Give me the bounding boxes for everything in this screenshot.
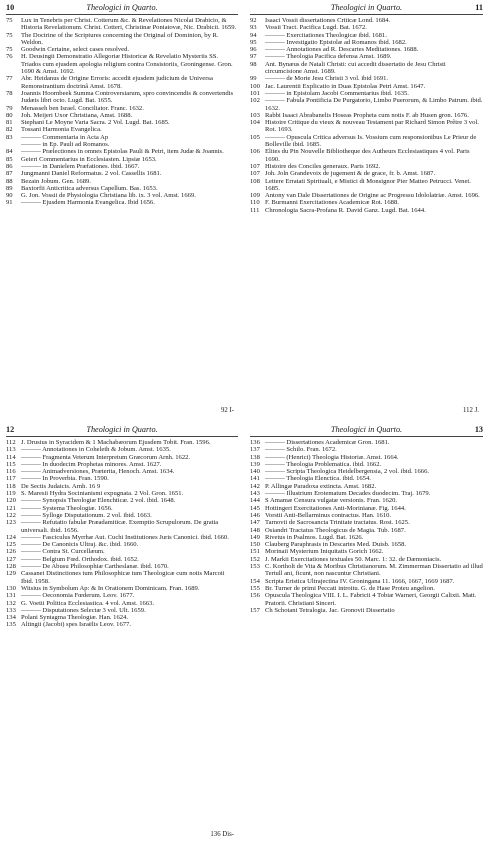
page-header	[6, 424, 238, 437]
catalogue-entry	[250, 585, 483, 592]
entry-number: 128	[6, 563, 16, 571]
catalogue-entry	[6, 185, 238, 192]
catalogue-entry	[6, 32, 238, 47]
entry-text: ——— Schilo. Fran. 1672.	[265, 446, 337, 454]
entry-number: 124	[6, 533, 16, 541]
catalogue-entry	[6, 126, 238, 133]
entry-text: Rabbi Isaaci Abrabanelis Hoseas Propheta cum notis F. ab Husen gron. 1676.	[265, 111, 469, 119]
entry-number: 150	[250, 541, 260, 549]
entry-text: G. Voetii Politica Ecclesiastica. 4 vol. Amst. 1663.	[21, 599, 155, 607]
catalogue-entry	[250, 563, 483, 578]
entry-text: ——— Animadversiones, Præterita, Henoch. Amst. 1634.	[21, 468, 175, 476]
entry-text: ——— in Epistolam Jacobi Commentarius ibid. 1635.	[265, 89, 409, 97]
catalogue-entry	[6, 519, 238, 534]
catalogue-entry	[250, 446, 483, 453]
entry-number: 133	[6, 606, 16, 614]
entry-number: 92	[250, 17, 257, 24]
catalogue-entry	[250, 607, 483, 614]
catalogue-entry	[6, 592, 238, 599]
catalogue-entry	[250, 112, 483, 119]
entry-text: Witsius in Symbolum Ap: & In Orationem Dominicam. Fran. 1689.	[21, 584, 200, 592]
entry-number: 125	[6, 541, 16, 549]
page-11	[246, 2, 487, 418]
entry-text: ——— Prælectiones in omnes Epistolas Pauli & Petri, item Judæ & Joannis.	[21, 148, 224, 156]
catalogue-entry	[250, 199, 483, 206]
entry-text: ——— Theologia Problematica. ibid. 1662.	[265, 460, 382, 468]
page-number: 12	[6, 425, 15, 434]
catalogue-entry	[6, 497, 238, 504]
entry-text: Chronologia Sacra-Profana R. David Ganz. Lugd. Bat. 1644.	[265, 206, 426, 214]
entry-number: 81	[6, 119, 13, 127]
page-number: 11	[475, 3, 483, 12]
catalogue-entry	[250, 148, 483, 163]
running-title: Theologici in Quarto.	[86, 3, 158, 12]
entry-text: ——— Fabula Pontificia De Purgatorio, Limbo Puerorum, & Limbo Patrum. ibid. 1632.	[265, 97, 483, 112]
entry-number: 85	[6, 155, 13, 163]
catalogue-entry	[6, 75, 238, 90]
entry-number: 80	[6, 111, 13, 119]
entry-text: ——— De Canonicis Ultraj. &c. ibid. 1660.	[21, 541, 139, 549]
catalogue-entry	[250, 90, 483, 97]
catalogue-entry	[6, 483, 238, 490]
catalogue-entry	[250, 53, 483, 60]
catalogue-entry	[250, 207, 483, 214]
entry-number: 89	[6, 184, 13, 192]
entry-text: J. Markii Exercitationes textuales 50. Marc. 1: 32. de Dæmoniacis.	[265, 555, 442, 563]
catalogue-entry	[250, 454, 483, 461]
entry-number: 111	[250, 206, 260, 214]
entry-text: G. Jon. Vossii de Physiologia Christiana lib. ix. 3 vol. Amst. 1669.	[21, 192, 196, 200]
page-number: 10	[6, 3, 15, 12]
entry-text: ——— Annotationes ad R. Descartes Meditationes. 1688.	[265, 46, 419, 54]
entry-number: 95	[250, 38, 257, 46]
page-13	[246, 424, 487, 842]
catalogue-entry	[6, 541, 238, 548]
entry-text: S. Maresii Hydra Socinianismi expugnata. 2 Vol. Gron. 1651.	[21, 490, 184, 498]
entry-number: 154	[250, 577, 260, 585]
entry-number: 134	[6, 614, 16, 622]
catalogue-entry	[250, 505, 483, 512]
entry-number: 127	[6, 555, 16, 563]
entry-number: 143	[250, 490, 260, 498]
entry-number: 141	[250, 475, 260, 483]
entry-text: ——— Theologia Elenctica. ibid. 1654.	[265, 475, 371, 483]
entry-text: ——— In duodecim Prophetas minores. Amst. 1627.	[21, 460, 162, 468]
catalogue-entry	[6, 134, 238, 141]
entry-number: 108	[250, 177, 260, 185]
entry-number: 88	[6, 177, 13, 185]
catalogue-entry	[6, 163, 238, 170]
running-title: Theologici in Quarto.	[330, 425, 403, 434]
catalogue-entry	[250, 541, 483, 548]
entry-number: 83	[6, 133, 13, 141]
entry-text: P. Allingæ Paradoxa extincta. Amst. 1682.	[265, 482, 377, 490]
entry-text: C. Kortholt de Vita & Moribus Christianorum. M. Zimmerman Dissertatio ad illud Tertull ani, ficunt, non nascuntur Christiani.	[265, 563, 483, 578]
running-title: Theologici in Quarto.	[86, 425, 158, 434]
catalogue-entry	[6, 454, 238, 461]
entry-text: Ch Schotani Tetralogia. Jac. Gronovii Dissertatio	[265, 606, 395, 614]
entry-number: 157	[250, 606, 260, 614]
entry-number: 145	[250, 504, 260, 512]
catalogue-entry	[6, 192, 238, 199]
catalogue-entry	[6, 534, 238, 541]
entry-number: 120	[6, 497, 16, 505]
catalogue-entry	[6, 90, 238, 105]
entry-number: 118	[6, 482, 16, 490]
catalogue-entry	[250, 556, 483, 563]
catalogue-entry	[250, 490, 483, 497]
catalogue-entry	[6, 570, 238, 585]
entry-text: Antony van Dale Dissertationes de Origine ac Progressu Idololatriæ. Amst. 1696.	[265, 192, 480, 200]
entry-text: Vorstii Anti-Bellarminus contractus. Han. 1610.	[265, 511, 392, 519]
entry-text: Rivetus in Psalmos. Lugd. Bat. 1626.	[265, 533, 364, 541]
entry-number: 100	[250, 82, 260, 90]
entry-number: 146	[250, 511, 260, 519]
entry-text: Osiandri Tractatus Theologicus de Magia. Tub. 1687.	[265, 526, 406, 534]
catalogue-entry	[250, 192, 483, 199]
entry-text: ——— Contra St. Curcellæum.	[21, 548, 105, 556]
catalogue-entry	[250, 534, 483, 541]
entry-text: Tossani Harmonia Evangelica.	[21, 126, 102, 134]
catalogue-entry	[6, 468, 238, 475]
entry-text: De Sectis Judaicis. Arnh. 16 9	[21, 482, 101, 490]
entry-number: 84	[6, 148, 13, 156]
entry-text: Joh. Meijeri Uxor Christiana, Amst. 1688.	[21, 111, 133, 119]
entry-list	[2, 439, 242, 629]
entry-text: The Doctrine of the Scriptures concerning the Original of Dominion, by R. Weldon.	[21, 31, 219, 46]
entry-text: Lux in Tenebris per Christ. Cotterum &c. & Revelationes Nicolai Drabicio, & Historia Revelationum. Christ. Cotteri, Christinæ Poniatovæ, Nic. Drabicii. 1659.	[21, 17, 237, 32]
catalogue-entry	[250, 46, 483, 53]
catalogue-entry	[6, 548, 238, 555]
entry-number: 87	[6, 170, 13, 178]
page-header	[250, 424, 483, 437]
entry-text: Bezain Jobum. Gen. 1689.	[21, 177, 91, 185]
catalogue-entry	[250, 17, 483, 24]
entry-text: Clauberg Paraphrasis in Descartes Med. Duisb. 1658.	[265, 541, 407, 549]
entry-text: ——— de Morte Jesu Christi 3 vol. ibid 1691.	[265, 75, 389, 83]
entry-number: 101	[250, 89, 260, 97]
entry-number: 76	[6, 53, 13, 61]
entry-number: 142	[250, 482, 260, 490]
catalogue-entry	[250, 468, 483, 475]
catalogue-entry	[6, 53, 238, 75]
entry-list	[246, 439, 487, 614]
entry-number: 148	[250, 526, 260, 534]
entry-text: H. Deusingii Demonstratio Allegoriæ Historicæ & Revelatio Mysteriis SS. Triados cum ejusdem apologia religium contra Consistoriis, Groningense. Gron. 1690 & Amst. 1692.	[21, 53, 233, 76]
entry-number: 132	[6, 599, 16, 607]
entry-text: Polani Syntagma Theologiæ. Han. 1624.	[21, 614, 129, 622]
entry-text: ——— Dissertationes Academicæ Gron. 1681.	[265, 439, 390, 446]
entry-number: 107	[250, 170, 260, 178]
entry-text: ——— Systema Theologiæ. 1656.	[21, 504, 113, 512]
entry-text: ——— Sylloge Disputationum. 2 vol. ibid. 1663.	[21, 511, 152, 519]
entry-text: Opuscula Theologica VIII. I. L. Fabricii 4 Tobiæ Warneri, Georgii Calixti. Matt. Pratorii. Christiani Sinceri.	[265, 592, 477, 607]
catalogue-entry	[250, 178, 483, 193]
entry-text: ——— Illustrium Erotematum Decades duodecim. Traj. 1679.	[265, 490, 431, 498]
catalogue-entry	[250, 461, 483, 468]
entry-number: 91	[6, 199, 13, 207]
entry-number: 131	[6, 592, 16, 600]
entry-number: 144	[250, 497, 260, 505]
entry-number: 149	[250, 533, 260, 541]
entry-text: S Amamæ Censura vulgatæ versionis. Fran. 1620.	[265, 497, 398, 505]
catalogue-entry	[250, 39, 483, 46]
entry-text: Joh. Joln Grandevoix de jugement & de grace, fr. b. Amst. 1687.	[265, 170, 436, 178]
entry-text: ——— Belgium Fœd. Orthodox. ibid. 1652.	[21, 555, 139, 563]
entry-number: 115	[6, 460, 16, 468]
entry-number: 102	[250, 97, 260, 105]
entry-number: 151	[250, 548, 260, 556]
entry-number: 97	[250, 53, 257, 61]
entry-number: 90	[6, 192, 13, 200]
entry-number: 147	[250, 519, 260, 527]
catalogue-entry	[250, 592, 483, 607]
entry-number: 94	[250, 31, 257, 39]
entry-number: 93	[250, 24, 257, 32]
entry-number: 119	[6, 490, 16, 498]
catalogue-entry	[250, 134, 483, 149]
entry-text: ——— De Abusu Philosophiæ Cartheslanæ. ibid. 1670.	[21, 563, 169, 571]
entry-number: 77	[6, 75, 13, 83]
entry-number: 122	[6, 511, 16, 519]
entry-text: Ant. Bynæus de Natali Christi: cui accedit dissertatio de Jesu Christi circumcisione Amst. 1689.	[265, 60, 446, 76]
entry-number: 75	[6, 46, 13, 54]
entry-text: Hottingeri Exercitationes Anti-Morinianæ. Fig. 1644.	[265, 504, 406, 512]
entry-text: Altingii (Jacobi) spes Israëlis Leov. 1677.	[21, 621, 131, 629]
page-12	[2, 424, 242, 842]
entry-text: Geieri Commentarius in Ecclesiasten. Lipsiæ 1653.	[21, 155, 157, 163]
entry-number: 152	[250, 555, 260, 563]
catalogue-entry	[6, 475, 238, 482]
entry-text: Isaaci Vossii dissertationes Criticæ Lond. 1684.	[265, 17, 391, 24]
entry-number: 113	[6, 446, 16, 454]
entry-text: ——— Scripta Theologica Heidelbergensia, 2 vol. ibid. 1666.	[265, 468, 430, 476]
page-header	[250, 2, 483, 15]
entry-number: 109	[250, 192, 260, 200]
entry-list	[246, 17, 487, 214]
entry-text: F. Burmanni Exercitationes Academicæ Rot. 1688.	[265, 199, 399, 207]
catchword: 92 I-	[220, 407, 234, 414]
entry-number: 138	[250, 453, 260, 461]
entry-number: 75	[6, 17, 13, 24]
catalogue-entry	[250, 548, 483, 555]
entry-number: 105	[250, 133, 260, 141]
entry-text: Menasseh ben Israel. Conciliator. Franc. 1632.	[21, 104, 144, 112]
catalogue-entry	[250, 439, 483, 446]
catalogue-entry	[6, 17, 238, 32]
entry-text: Lettere Erratati Spirituali, e Mistici di Monsignor Pier Matteo Petrucci. Venet. 1685.	[265, 177, 471, 192]
catalogue-entry	[250, 512, 483, 519]
catalogue-entry	[250, 578, 483, 585]
catalogue-entry	[6, 556, 238, 563]
entry-number: 135	[6, 621, 16, 629]
entry-text: ——— Opuscula Critica adversus Is. Vossium cum responsionibus Le Prieur de Bolleville ibid. 1685.	[265, 133, 477, 149]
entry-text: ——— In Proverbia. Fran. 1590.	[21, 475, 109, 483]
entry-text: Histoire Critique du vieux & nouveau Testament par Richard Simon Prêtre 3 vol. Rot. 1693.	[265, 119, 479, 134]
catalogue-entry	[6, 439, 238, 446]
catalogue-entry	[6, 490, 238, 497]
entry-text: ——— Oeconomia Fœderum. Leov. 1677.	[21, 592, 135, 600]
catalogue-entry	[250, 75, 483, 82]
entry-number: 155	[250, 584, 260, 592]
catalogue-entry	[6, 614, 238, 621]
entry-number: 106	[250, 148, 260, 156]
catalogue-entry	[6, 119, 238, 126]
catalogue-entry	[250, 83, 483, 90]
entry-number: 104	[250, 119, 260, 127]
catalogue-entry	[6, 446, 238, 453]
entry-number: 140	[250, 468, 260, 476]
entry-number: 78	[6, 89, 13, 97]
page-header	[6, 2, 238, 15]
entry-text: ——— Exercitationes Theologicæ ibid. 1681.	[265, 31, 387, 39]
entry-number: 75	[6, 31, 13, 39]
entry-text: Tarnovii de Sacrosancta Trinitate tractatus. Rost. 1625.	[265, 519, 410, 527]
catalogue-entry	[250, 483, 483, 490]
catalogue-entry	[6, 112, 238, 119]
catalogue-entry	[6, 621, 238, 628]
entry-text: ——— in Danielem Præfationes. ibid. 1667.	[21, 162, 140, 170]
catalogue-entry	[6, 585, 238, 592]
catalogue-entry	[6, 505, 238, 512]
entry-number: 130	[6, 584, 16, 592]
entry-number: 112	[6, 439, 16, 446]
catalogue-entry	[6, 607, 238, 614]
entry-number: 117	[6, 475, 16, 483]
entry-text: Cassanei Distinctiones tum Philosophicæ tum Theologicæ cum notis Marcoii Ibid. 1958.	[21, 570, 225, 585]
entry-text: ——— Theologia Pacifica defensa Amst. 1689.	[265, 53, 392, 61]
page-10	[2, 2, 242, 418]
catalogue-entry	[250, 24, 483, 31]
catalogue-entry	[6, 512, 238, 519]
catalogue-entry	[250, 119, 483, 134]
entry-text: Jac. Laurentii Explicatio in Duas Epistolas Petri Amst. 1647.	[265, 82, 426, 90]
entry-number: 110	[250, 199, 260, 207]
entry-number: 79	[6, 104, 13, 112]
page-number: 13	[474, 425, 483, 434]
entry-number: 126	[6, 548, 16, 556]
entry-text: Br. Turner de primi Peccati introitu. G. de Hase Proteu angelion.	[265, 584, 435, 592]
entry-text: ——— Refutatio fabulæ Præadamiticæ. Exemptio Scrupulorum. De gratia universali. ibid. 1656.	[21, 519, 219, 534]
catalogue-entry	[250, 475, 483, 482]
catalogue-entry	[6, 178, 238, 185]
entry-text: Histoire des Conciles generaux. Paris 1692.	[265, 162, 381, 170]
entry-text: ——— Fasciculus Myrrhæ Aut. Cuchi Institutiones Juris Canonici. ibid. 1660.	[21, 533, 229, 541]
catalogue-entry	[6, 141, 238, 148]
catalogue-entry	[6, 461, 238, 468]
entry-number: 156	[250, 592, 260, 600]
entry-text: ——— (Henrici) Theologia Historiæ. Amst. 1664.	[265, 453, 399, 461]
catalogue-entry	[6, 148, 238, 155]
entry-text: Vossii Tract. Pacifica Lugd. Bat. 1672.	[265, 24, 367, 32]
entry-text: ——— Ejusdem Harmonia Evangelica. Ibid 1656.	[21, 199, 155, 207]
running-title: Theologici in Quarto.	[330, 3, 403, 12]
entry-text: ——— Fragmenta Veterum Interpretum Græcorum Arnh. 1622.	[21, 453, 191, 461]
entry-text: Elites du Pin Nouvelle Bibliotheque des Autheurs Ecclesiastiques 4 vol. Paris 1690.	[265, 148, 470, 163]
catalogue-entry	[6, 105, 238, 112]
catalogue-entry	[250, 519, 483, 526]
catalogue-entry	[250, 32, 483, 39]
entry-number: 136	[250, 439, 260, 446]
catalogue-entry	[250, 163, 483, 170]
entry-text: Baxtorfii Anticritica adversus Capellum. Bas. 1653.	[21, 184, 158, 192]
entry-number: 121	[6, 504, 16, 512]
catalogue-entry	[250, 61, 483, 76]
entry-number: 116	[6, 468, 16, 476]
entry-number: 98	[250, 60, 257, 68]
entry-text: Scripta Eristica Ultrajectina IV. Groningana 11. 1666, 1667, 1669 1687.	[265, 577, 455, 585]
catchword: 112 J.	[463, 407, 479, 414]
catalogue-entry	[6, 156, 238, 163]
entry-list	[2, 17, 242, 207]
entry-number: 114	[6, 453, 16, 461]
entry-number: 123	[6, 519, 16, 527]
entry-text: J. Drusius in Syracidem & 1 Machabæorum Ejusdem Tobit. Fran. 1596.	[21, 439, 211, 446]
entry-text: Stephani Le Moyne Varia Sacra. 2 Vol. Lugd. Bat. 1685.	[21, 119, 170, 127]
entry-text: Goodwin Certaine, select cases resolved.	[21, 46, 130, 54]
catalogue-entry	[250, 97, 483, 112]
entry-number: 129	[6, 570, 16, 578]
entry-number: 153	[250, 563, 260, 571]
catalogue-entry	[250, 170, 483, 177]
entry-text: Jungmanni Daniel Reformatus. 2 vol. Cassellis 1681.	[21, 170, 162, 178]
entry-number: 86	[6, 162, 13, 170]
entry-text: Joannis Hoornbeek Summa Controversiarum, spro convincendis & convertendis Judæis libri octo. Lugd. Bat. 1655.	[21, 89, 234, 105]
entry-number: 82	[6, 126, 13, 134]
catalogue-entry	[6, 563, 238, 570]
catalogue-entry	[250, 527, 483, 534]
entry-text: ——— Annotationes in Coheleth & Jobum. Amst. 1635.	[21, 446, 171, 454]
entry-number: 99	[250, 75, 257, 83]
catalogue-entry	[250, 497, 483, 504]
entry-text: Abr. Heidanus de Origine Erroris: accedit ejusdem judicium de Universa Remonstrantium doctrinâ Amst. 1678.	[21, 75, 213, 90]
entry-number: 107	[250, 162, 260, 170]
catalogue-entry	[6, 600, 238, 607]
entry-number: 139	[250, 460, 260, 468]
entry-text: ——— Synopsis Theologiæ Elenchticæ. 2 vol. ibid. 1648.	[21, 497, 176, 505]
entry-number: 137	[250, 446, 260, 454]
catalogue-entry	[6, 46, 238, 53]
entry-text: ——— Disputationes Selectæ 3 vol. Ult. 1659.	[21, 606, 146, 614]
entry-number: 96	[250, 46, 257, 54]
catalogue-entry	[6, 199, 238, 206]
entry-number: 103	[250, 111, 260, 119]
entry-text: ——— Commentaria in Acta Ap	[21, 133, 109, 141]
catalogue-entry	[6, 170, 238, 177]
catchword: 136 Dis-	[210, 831, 234, 838]
entry-text: ——— Investigatio Epistolæ ad Romanos ibid. 1682.	[265, 38, 407, 46]
entry-text: Morinaii Mysterium Iniquitatis Gorich 1662.	[265, 548, 384, 556]
entry-text: ——— in Ep. Pauli ad Romanos.	[21, 141, 110, 149]
